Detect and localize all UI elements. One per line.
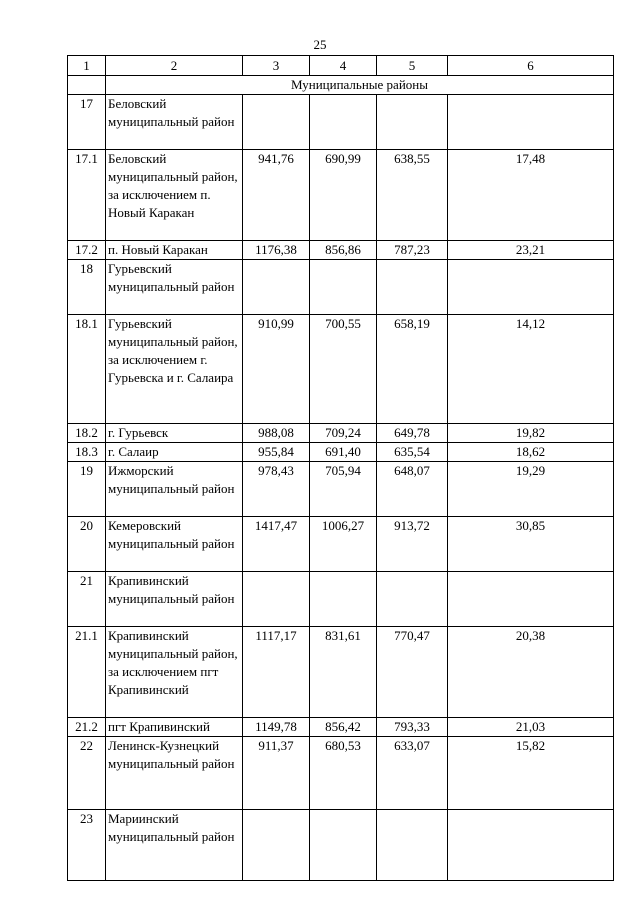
value-col-4: 1006,27 bbox=[310, 517, 377, 572]
section-row bbox=[68, 76, 614, 95]
value-col-4: 700,55 bbox=[310, 315, 377, 424]
row-number: 17.1 bbox=[68, 150, 106, 241]
value-col-3: 941,76 bbox=[243, 150, 310, 241]
row-number: 20 bbox=[68, 517, 106, 572]
district-name: Беловский муниципальный район, за исключением п. Новый Каракан bbox=[106, 150, 243, 241]
value-col-5: 649,78 bbox=[377, 424, 448, 443]
value-col-4: 690,99 bbox=[310, 150, 377, 241]
value-col-4 bbox=[310, 260, 377, 315]
value-col-4: 705,94 bbox=[310, 462, 377, 517]
district-name: Крапивинский муниципальный район bbox=[106, 572, 243, 627]
value-col-6: 20,38 bbox=[448, 627, 614, 718]
row-number: 17 bbox=[68, 95, 106, 150]
district-name: Беловский муниципальный район bbox=[106, 95, 243, 150]
table-row bbox=[68, 150, 614, 241]
value-col-4: 709,24 bbox=[310, 424, 377, 443]
value-col-5: 913,72 bbox=[377, 517, 448, 572]
value-col-3 bbox=[243, 95, 310, 150]
value-col-5: 638,55 bbox=[377, 150, 448, 241]
value-col-5 bbox=[377, 572, 448, 627]
row-number: 21.1 bbox=[68, 627, 106, 718]
row-number: 23 bbox=[68, 810, 106, 881]
value-col-3: 910,99 bbox=[243, 315, 310, 424]
value-col-4: 856,86 bbox=[310, 241, 377, 260]
value-col-4 bbox=[310, 572, 377, 627]
value-col-5 bbox=[377, 95, 448, 150]
row-number: 18.3 bbox=[68, 443, 106, 462]
district-name: п. Новый Каракан bbox=[106, 241, 243, 260]
value-col-5: 633,07 bbox=[377, 737, 448, 810]
table-row bbox=[68, 424, 614, 443]
column-number-row bbox=[68, 56, 614, 76]
section-title: Муниципальные районы bbox=[106, 76, 614, 95]
row-number: 21 bbox=[68, 572, 106, 627]
table-row bbox=[68, 718, 614, 737]
table-row bbox=[68, 810, 614, 881]
column-number-5: 5 bbox=[377, 56, 448, 76]
value-col-3: 1117,17 bbox=[243, 627, 310, 718]
table-row bbox=[68, 627, 614, 718]
row-number: 22 bbox=[68, 737, 106, 810]
district-name: Кемеровский муниципальный район bbox=[106, 517, 243, 572]
value-col-4: 691,40 bbox=[310, 443, 377, 462]
district-name: пгт Крапивинский bbox=[106, 718, 243, 737]
value-col-6 bbox=[448, 95, 614, 150]
table-row bbox=[68, 315, 614, 424]
value-col-5 bbox=[377, 260, 448, 315]
table-row bbox=[68, 572, 614, 627]
table-row bbox=[68, 443, 614, 462]
row-number: 18 bbox=[68, 260, 106, 315]
value-col-6: 19,29 bbox=[448, 462, 614, 517]
row-number: 21.2 bbox=[68, 718, 106, 737]
tariff-table bbox=[67, 55, 614, 881]
column-number-6: 6 bbox=[448, 56, 614, 76]
district-name: Гурьевский муниципальный район, за исключением г. Гурьевска и г. Салаира bbox=[106, 315, 243, 424]
value-col-3 bbox=[243, 260, 310, 315]
column-number-1: 1 bbox=[68, 56, 106, 76]
table-row bbox=[68, 241, 614, 260]
district-name: г. Гурьевск bbox=[106, 424, 243, 443]
row-number: 18.2 bbox=[68, 424, 106, 443]
table-row bbox=[68, 95, 614, 150]
value-col-6 bbox=[448, 572, 614, 627]
table-row bbox=[68, 517, 614, 572]
row-number: 19 bbox=[68, 462, 106, 517]
value-col-3: 1176,38 bbox=[243, 241, 310, 260]
value-col-3: 955,84 bbox=[243, 443, 310, 462]
value-col-5: 658,19 bbox=[377, 315, 448, 424]
value-col-5: 787,23 bbox=[377, 241, 448, 260]
value-col-4: 856,42 bbox=[310, 718, 377, 737]
value-col-6: 17,48 bbox=[448, 150, 614, 241]
value-col-3 bbox=[243, 572, 310, 627]
value-col-5 bbox=[377, 810, 448, 881]
value-col-6: 21,03 bbox=[448, 718, 614, 737]
table-row bbox=[68, 462, 614, 517]
value-col-5: 770,47 bbox=[377, 627, 448, 718]
table-row bbox=[68, 260, 614, 315]
district-name: Мариинский муниципальный район bbox=[106, 810, 243, 881]
value-col-3: 911,37 bbox=[243, 737, 310, 810]
value-col-3 bbox=[243, 810, 310, 881]
district-name: Гурьевский муниципальный район bbox=[106, 260, 243, 315]
column-number-3: 3 bbox=[243, 56, 310, 76]
page-number: 25 bbox=[313, 37, 327, 52]
value-col-6: 15,82 bbox=[448, 737, 614, 810]
value-col-6: 19,82 bbox=[448, 424, 614, 443]
column-number-4: 4 bbox=[310, 56, 377, 76]
value-col-6: 23,21 bbox=[448, 241, 614, 260]
value-col-3: 1417,47 bbox=[243, 517, 310, 572]
value-col-3: 988,08 bbox=[243, 424, 310, 443]
district-name: Ленинск-Кузнецкий муниципальный район bbox=[106, 737, 243, 810]
value-col-4: 680,53 bbox=[310, 737, 377, 810]
value-col-6: 30,85 bbox=[448, 517, 614, 572]
column-number-2: 2 bbox=[106, 56, 243, 76]
value-col-4: 831,61 bbox=[310, 627, 377, 718]
value-col-5: 793,33 bbox=[377, 718, 448, 737]
district-name: Крапивинский муниципальный район, за исключением пгт Крапивинский bbox=[106, 627, 243, 718]
district-name: г. Салаир bbox=[106, 443, 243, 462]
row-number: 17.2 bbox=[68, 241, 106, 260]
value-col-5: 635,54 bbox=[377, 443, 448, 462]
row-number: 18.1 bbox=[68, 315, 106, 424]
value-col-6 bbox=[448, 810, 614, 881]
value-col-3: 978,43 bbox=[243, 462, 310, 517]
table-row bbox=[68, 737, 614, 810]
value-col-4 bbox=[310, 810, 377, 881]
district-name: Ижморский муниципальный район bbox=[106, 462, 243, 517]
value-col-6: 14,12 bbox=[448, 315, 614, 424]
value-col-5: 648,07 bbox=[377, 462, 448, 517]
value-col-3: 1149,78 bbox=[243, 718, 310, 737]
value-col-6: 18,62 bbox=[448, 443, 614, 462]
value-col-4 bbox=[310, 95, 377, 150]
value-col-6 bbox=[448, 260, 614, 315]
